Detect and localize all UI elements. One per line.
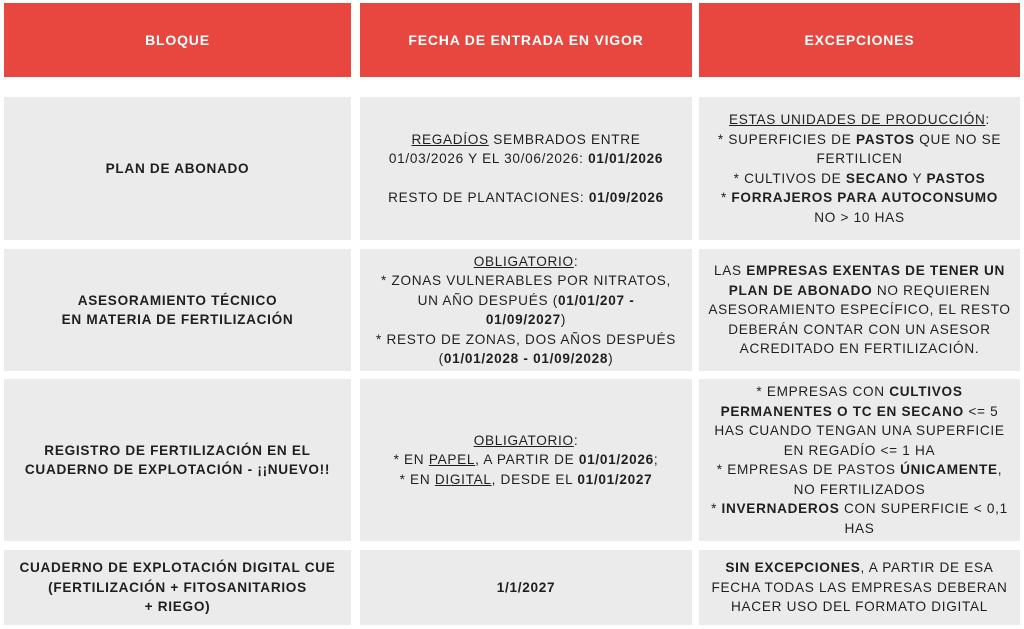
bloque-text: PLAN DE ABONADO: [105, 160, 250, 176]
fecha-line: RESTO DE PLANTACIONES: 01/09/2026: [388, 189, 664, 205]
row-1-fecha: [360, 97, 692, 240]
excepciones-line: SIN EXCEPCIONES, A PARTIR DE ESA: [725, 560, 994, 576]
excepciones-line: * EMPRESAS DE PASTOS ÚNICAMENTE,: [716, 462, 1003, 477]
excepciones-line: FERTILICEN: [816, 151, 903, 166]
fecha-line: 01/09/2027): [485, 312, 567, 327]
excepciones-line: NO FERTILIZADOS: [793, 481, 926, 497]
bloque-text: EN MATERIA DE FERTILIZACIÓN: [61, 312, 294, 327]
excepciones-line: DEBERÁN CONTAR CON UN ASESOR: [728, 321, 991, 337]
excepciones-line: FECHA TODAS LAS EMPRESAS DEBERAN: [711, 579, 1008, 595]
excepciones-line: * CULTIVOS DE SECANO Y PASTOS: [733, 170, 986, 186]
excepciones-line: ACREDITADO EN FERTILIZACIÓN.: [739, 341, 980, 357]
excepciones-line: EN REGADÍO <= 1 HA: [783, 442, 936, 458]
header-fecha: [360, 3, 692, 77]
header-bloque-label: BLOQUE: [145, 32, 210, 48]
bloque-text: CUADERNO DE EXPLOTACIÓN - ¡¡NUEVO!!: [24, 462, 331, 477]
excepciones-line: * EMPRESAS CON CULTIVOS: [756, 384, 963, 399]
fecha-line: * RESTO DE ZONAS, DOS AÑOS DESPUÉS: [375, 331, 677, 347]
excepciones-line: * SUPERFICIES DE PASTOS QUE NO SE: [717, 131, 1002, 147]
row-1-bloque: [4, 97, 351, 240]
excepciones-line: NO > 10 HAS: [814, 209, 905, 225]
excepciones-line: ASESORAMIENTO ESPECÍFICO, EL RESTO: [708, 302, 1011, 318]
fecha-line: * EN DIGITAL, DESDE EL 01/01/2027: [399, 471, 653, 487]
row-2-bloque: [4, 249, 351, 371]
bloque-text: (FERTILIZACIÓN + FITOSANITARIOS: [48, 579, 307, 595]
row-2-fecha: [360, 249, 692, 371]
fecha-line: (01/01/2028 - 01/09/2028): [438, 351, 614, 366]
excepciones-line: HAS: [844, 520, 875, 536]
fecha-line: 01/03/2026 Y EL 30/06/2026: 01/01/2026: [388, 151, 664, 167]
bloque-text: ASESORAMIENTO TÉCNICO: [77, 292, 278, 308]
bloque-text: CUADERNO DE EXPLOTACIÓN DIGITAL CUE: [19, 560, 336, 576]
excepciones-line: * FORRAJEROS PARA AUTOCONSUMO: [720, 190, 999, 205]
row-3-fecha: [360, 379, 692, 541]
header-excepciones-label: EXCEPCIONES: [804, 32, 915, 48]
excepciones-line: ESTAS UNIDADES DE PRODUCCIÓN:: [729, 112, 990, 127]
header-fecha-label: FECHA DE ENTRADA EN VIGOR: [408, 32, 644, 48]
row-4-fecha: [360, 550, 692, 625]
header-excepciones: [699, 3, 1020, 77]
fecha-line: OBLIGATORIO:: [473, 432, 579, 448]
row-3-bloque: [4, 379, 351, 541]
excepciones-line: LAS EMPRESAS EXENTAS DE TENER UN: [713, 263, 1006, 279]
fecha-value: 1/1/2027: [496, 579, 556, 595]
excepciones-line: HACER USO DEL FORMATO DIGITAL: [731, 599, 988, 615]
row-3-excepciones: [699, 379, 1020, 541]
excepciones-line: PERMANENTES O TC EN SECANO <= 5: [720, 403, 999, 419]
header-bloque: [4, 3, 351, 77]
fecha-line: UN AÑO DESPUÉS (01/01/207 -: [417, 292, 635, 308]
row-1-excepciones: [699, 97, 1020, 240]
row-4-excepciones: [699, 550, 1020, 625]
fecha-line: OBLIGATORIO:: [473, 253, 579, 269]
excepciones-line: * INVERNADEROS CON SUPERFICIE < 0,1: [711, 501, 1008, 516]
fecha-line: * ZONAS VULNERABLES POR NITRATOS,: [380, 273, 671, 288]
excepciones-line: HAS CUANDO TENGAN UNA SUPERFICIE: [714, 423, 1005, 438]
row-2-excepciones: [699, 249, 1020, 371]
fecha-line: REGADÍOS SEMBRADOS ENTRE: [411, 131, 641, 147]
bloque-text: REGISTRO DE FERTILIZACIÓN EN EL: [44, 442, 311, 458]
excepciones-line: PLAN DE ABONADO NO REQUIEREN: [728, 282, 991, 298]
row-4-bloque: [4, 550, 351, 625]
fecha-line: * EN PAPEL, A PARTIR DE 01/01/2026;: [393, 452, 659, 468]
bloque-text: + RIEGO): [144, 599, 211, 615]
